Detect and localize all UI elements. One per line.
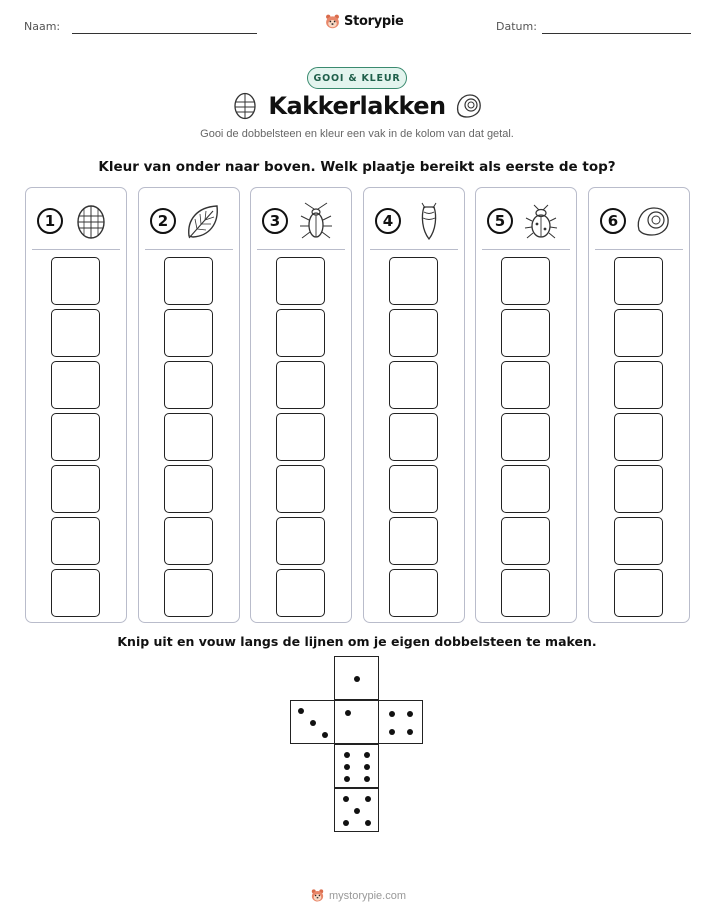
color-cell[interactable] [276, 309, 325, 357]
column-number: 1 [37, 208, 63, 234]
color-cell[interactable] [276, 465, 325, 513]
beetle-icon [520, 202, 562, 242]
column-divider [595, 249, 683, 250]
color-cell[interactable] [164, 517, 213, 565]
instruction: Kleur van onder naar boven. Welk plaatje bereikt als eerste de top? [98, 159, 616, 175]
subtitle: Gooi de dobbelsteen en kleur een vak in de kolom van dat getal. [200, 128, 514, 140]
color-cell[interactable] [51, 309, 100, 357]
color-cell[interactable] [389, 309, 438, 357]
dice-pip [365, 796, 371, 802]
column-header [476, 202, 576, 242]
footer-url[interactable]: mystorypie.com [329, 889, 407, 902]
column-divider [145, 249, 233, 250]
color-cell[interactable] [501, 517, 550, 565]
column-6 [588, 187, 690, 623]
column-4 [363, 187, 465, 623]
color-cell[interactable] [614, 517, 663, 565]
name-line[interactable] [72, 33, 257, 34]
snail-shell-icon [455, 92, 483, 120]
column-number: 2 [150, 208, 176, 234]
color-cell[interactable] [51, 517, 100, 565]
dice-face-1 [334, 700, 379, 744]
color-cell[interactable] [389, 517, 438, 565]
activity-badge: GOOI & KLEUR [307, 67, 407, 89]
dice-pip [354, 808, 360, 814]
color-cell[interactable] [614, 569, 663, 617]
column-number: 4 [375, 208, 401, 234]
column-header [251, 202, 351, 242]
color-cell[interactable] [164, 465, 213, 513]
brand-logo [324, 13, 404, 30]
column-divider [482, 249, 570, 250]
color-cell[interactable] [164, 257, 213, 305]
color-cell[interactable] [164, 309, 213, 357]
cockroach-icon [295, 202, 337, 242]
dice-pip [364, 752, 370, 758]
color-cell[interactable] [51, 465, 100, 513]
column-number: 6 [600, 208, 626, 234]
dice-pip [364, 764, 370, 770]
color-cell[interactable] [276, 257, 325, 305]
dice-pip [407, 711, 413, 717]
dice-face-1 [334, 656, 379, 700]
dice-face-3 [290, 700, 335, 744]
cut-instruction: Knip uit en vouw langs de lijnen om je eigen dobbelsteen te maken. [117, 634, 597, 649]
column-divider [257, 249, 345, 250]
snail-shell-icon [633, 202, 675, 242]
color-cell[interactable] [501, 413, 550, 461]
color-cell[interactable] [51, 361, 100, 409]
dice-face-5 [334, 788, 379, 832]
dice-pip [310, 720, 316, 726]
dice-pip [343, 796, 349, 802]
color-cell[interactable] [51, 413, 100, 461]
column-header [364, 202, 464, 242]
page-title: Kakkerlakken [268, 92, 446, 120]
color-cell[interactable] [501, 361, 550, 409]
dice-pip [389, 711, 395, 717]
color-cell[interactable] [501, 569, 550, 617]
dice-pip [344, 764, 350, 770]
color-cell[interactable] [389, 569, 438, 617]
color-cell[interactable] [501, 257, 550, 305]
storypie-mascot-icon [310, 888, 325, 903]
dice-face-6 [334, 744, 379, 788]
column-header [589, 202, 689, 242]
dice-pip [389, 729, 395, 735]
color-cell[interactable] [164, 361, 213, 409]
ootheca-egg-case-icon [70, 202, 112, 242]
dice-pip [407, 729, 413, 735]
nymph-larva-icon [408, 202, 450, 242]
name-label: Naam: [24, 20, 61, 33]
dice-pip [344, 752, 350, 758]
dice-pip [364, 776, 370, 782]
color-cell[interactable] [51, 569, 100, 617]
dice-pip [322, 732, 328, 738]
date-line[interactable] [542, 33, 691, 34]
column-header [139, 202, 239, 242]
column-divider [32, 249, 120, 250]
color-cell[interactable] [276, 361, 325, 409]
color-cell[interactable] [389, 413, 438, 461]
color-cell[interactable] [614, 413, 663, 461]
color-cell[interactable] [389, 257, 438, 305]
column-number: 3 [262, 208, 288, 234]
color-cell[interactable] [614, 361, 663, 409]
color-cell[interactable] [389, 465, 438, 513]
column-divider [370, 249, 458, 250]
dice-pip [344, 776, 350, 782]
color-cell[interactable] [276, 517, 325, 565]
color-cell[interactable] [389, 361, 438, 409]
color-cell[interactable] [276, 569, 325, 617]
date-label: Datum: [496, 20, 537, 33]
color-cell[interactable] [501, 465, 550, 513]
dice-pip [365, 820, 371, 826]
color-cell[interactable] [614, 257, 663, 305]
leaf-icon [183, 202, 225, 242]
color-cell[interactable] [276, 413, 325, 461]
dice-face-4 [378, 700, 423, 744]
color-cell[interactable] [501, 309, 550, 357]
color-cell[interactable] [164, 569, 213, 617]
column-5 [475, 187, 577, 623]
color-cell[interactable] [51, 257, 100, 305]
column-3 [250, 187, 352, 623]
column-header [26, 202, 126, 242]
column-number: 5 [487, 208, 513, 234]
color-cell[interactable] [614, 465, 663, 513]
dice-pip [345, 710, 351, 716]
dice-pip [343, 820, 349, 826]
footer [310, 888, 406, 903]
column-1 [25, 187, 127, 623]
brand-name: Storypie [344, 14, 404, 29]
column-2 [138, 187, 240, 623]
dice-pip [354, 676, 360, 682]
color-cell[interactable] [614, 309, 663, 357]
storypie-mascot-icon [324, 13, 341, 30]
dice-pip [298, 708, 304, 714]
color-cell[interactable] [164, 413, 213, 461]
